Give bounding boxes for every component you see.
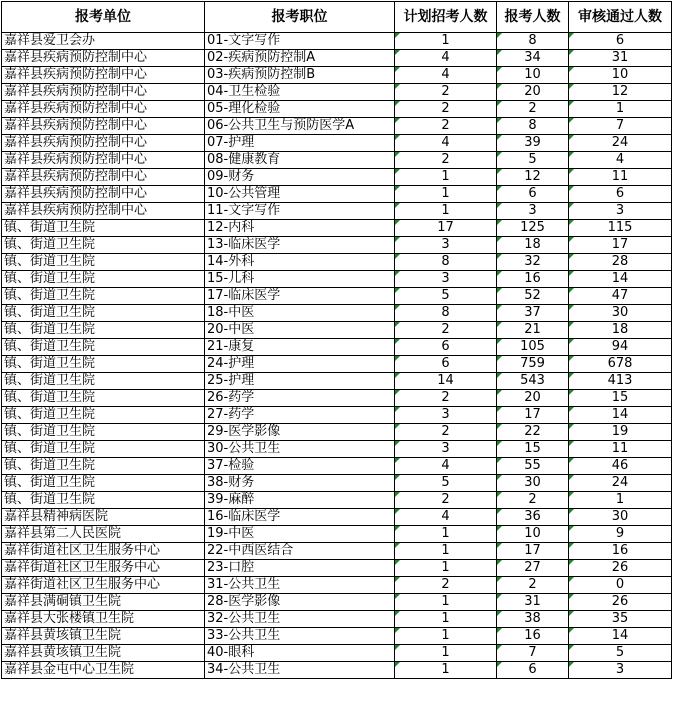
cell-approved: 18 xyxy=(569,322,672,339)
cell-approved: 3 xyxy=(569,203,672,220)
cell-applicants: 3 xyxy=(497,203,569,220)
cell-approved: 16 xyxy=(569,543,672,560)
cell-unit: 镇、街道卫生院 xyxy=(2,237,205,254)
cell-planned: 1 xyxy=(395,662,497,679)
cell-position: 22-中西医结合 xyxy=(205,543,395,560)
cell-position: 30-公共卫生 xyxy=(205,441,395,458)
cell-unit: 镇、街道卫生院 xyxy=(2,458,205,475)
cell-applicants: 10 xyxy=(497,526,569,543)
cell-applicants: 36 xyxy=(497,509,569,526)
cell-unit: 镇、街道卫生院 xyxy=(2,390,205,407)
cell-position: 24-护理 xyxy=(205,356,395,373)
cell-approved: 24 xyxy=(569,475,672,492)
cell-approved: 12 xyxy=(569,84,672,101)
cell-planned: 3 xyxy=(395,441,497,458)
cell-applicants: 8 xyxy=(497,118,569,135)
cell-applicants: 7 xyxy=(497,645,569,662)
table-row xyxy=(2,288,672,305)
cell-approved: 15 xyxy=(569,390,672,407)
cell-unit: 嘉祥县疾病预防控制中心 xyxy=(2,135,205,152)
table-row xyxy=(2,492,672,509)
cell-position: 28-医学影像 xyxy=(205,594,395,611)
cell-planned: 4 xyxy=(395,67,497,84)
header-applicants: 报考人数 xyxy=(497,2,569,33)
table-row xyxy=(2,33,672,50)
cell-planned: 1 xyxy=(395,33,497,50)
cell-position: 01-文字写作 xyxy=(205,33,395,50)
cell-applicants: 15 xyxy=(497,441,569,458)
cell-unit: 镇、街道卫生院 xyxy=(2,424,205,441)
table-row xyxy=(2,67,672,84)
cell-unit: 嘉祥县疾病预防控制中心 xyxy=(2,118,205,135)
cell-unit: 嘉祥县大张楼镇卫生院 xyxy=(2,611,205,628)
cell-position: 27-药学 xyxy=(205,407,395,424)
cell-planned: 2 xyxy=(395,390,497,407)
cell-applicants: 38 xyxy=(497,611,569,628)
cell-position: 31-公共卫生 xyxy=(205,577,395,594)
cell-position: 26-药学 xyxy=(205,390,395,407)
cell-unit: 嘉祥县疾病预防控制中心 xyxy=(2,67,205,84)
table-row xyxy=(2,628,672,645)
cell-planned: 1 xyxy=(395,611,497,628)
table-row xyxy=(2,50,672,67)
table-row xyxy=(2,611,672,628)
cell-approved: 7 xyxy=(569,118,672,135)
cell-applicants: 5 xyxy=(497,152,569,169)
table-row xyxy=(2,101,672,118)
recruitment-table xyxy=(1,1,672,679)
cell-planned: 3 xyxy=(395,271,497,288)
cell-planned: 6 xyxy=(395,356,497,373)
cell-unit: 嘉祥县黄垓镇卫生院 xyxy=(2,645,205,662)
cell-applicants: 2 xyxy=(497,492,569,509)
table-row xyxy=(2,475,672,492)
cell-applicants: 32 xyxy=(497,254,569,271)
cell-unit: 镇、街道卫生院 xyxy=(2,322,205,339)
cell-applicants: 12 xyxy=(497,169,569,186)
cell-approved: 28 xyxy=(569,254,672,271)
cell-planned: 1 xyxy=(395,645,497,662)
cell-approved: 30 xyxy=(569,509,672,526)
cell-approved: 19 xyxy=(569,424,672,441)
cell-applicants: 2 xyxy=(497,101,569,118)
cell-position: 21-康复 xyxy=(205,339,395,356)
cell-approved: 94 xyxy=(569,339,672,356)
cell-position: 08-健康教育 xyxy=(205,152,395,169)
cell-planned: 1 xyxy=(395,203,497,220)
cell-planned: 2 xyxy=(395,101,497,118)
table-row xyxy=(2,594,672,611)
cell-planned: 2 xyxy=(395,152,497,169)
cell-approved: 413 xyxy=(569,373,672,390)
cell-position: 10-公共管理 xyxy=(205,186,395,203)
cell-unit: 镇、街道卫生院 xyxy=(2,288,205,305)
cell-approved: 1 xyxy=(569,492,672,509)
cell-planned: 4 xyxy=(395,458,497,475)
table-row xyxy=(2,509,672,526)
cell-applicants: 17 xyxy=(497,407,569,424)
cell-applicants: 20 xyxy=(497,84,569,101)
header-position: 报考职位 xyxy=(205,2,395,33)
table-row xyxy=(2,271,672,288)
cell-planned: 1 xyxy=(395,169,497,186)
cell-unit: 镇、街道卫生院 xyxy=(2,475,205,492)
cell-applicants: 125 xyxy=(497,220,569,237)
cell-position: 14-外科 xyxy=(205,254,395,271)
cell-planned: 6 xyxy=(395,339,497,356)
cell-applicants: 543 xyxy=(497,373,569,390)
table-row xyxy=(2,84,672,101)
cell-approved: 10 xyxy=(569,67,672,84)
cell-unit: 嘉祥县疾病预防控制中心 xyxy=(2,203,205,220)
cell-approved: 115 xyxy=(569,220,672,237)
cell-approved: 14 xyxy=(569,271,672,288)
cell-approved: 17 xyxy=(569,237,672,254)
cell-planned: 8 xyxy=(395,305,497,322)
cell-position: 18-中医 xyxy=(205,305,395,322)
cell-unit: 镇、街道卫生院 xyxy=(2,407,205,424)
cell-position: 02-疾病预防控制A xyxy=(205,50,395,67)
cell-planned: 1 xyxy=(395,526,497,543)
cell-unit: 镇、街道卫生院 xyxy=(2,492,205,509)
cell-unit: 嘉祥县黄垓镇卫生院 xyxy=(2,628,205,645)
cell-applicants: 18 xyxy=(497,237,569,254)
cell-position: 25-护理 xyxy=(205,373,395,390)
cell-applicants: 31 xyxy=(497,594,569,611)
table-row xyxy=(2,203,672,220)
cell-unit: 镇、街道卫生院 xyxy=(2,254,205,271)
cell-position: 37-检验 xyxy=(205,458,395,475)
cell-applicants: 6 xyxy=(497,186,569,203)
table-row xyxy=(2,169,672,186)
cell-approved: 30 xyxy=(569,305,672,322)
cell-planned: 1 xyxy=(395,628,497,645)
table-row xyxy=(2,220,672,237)
cell-unit: 镇、街道卫生院 xyxy=(2,305,205,322)
cell-position: 40-眼科 xyxy=(205,645,395,662)
cell-planned: 8 xyxy=(395,254,497,271)
cell-position: 29-医学影像 xyxy=(205,424,395,441)
cell-position: 03-疾病预防控制B xyxy=(205,67,395,84)
table-row xyxy=(2,237,672,254)
table-row xyxy=(2,390,672,407)
table-row xyxy=(2,373,672,390)
cell-unit: 镇、街道卫生院 xyxy=(2,356,205,373)
cell-applicants: 52 xyxy=(497,288,569,305)
cell-position: 06-公共卫生与预防医学A xyxy=(205,118,395,135)
cell-planned: 2 xyxy=(395,424,497,441)
header-unit: 报考单位 xyxy=(2,2,205,33)
cell-applicants: 21 xyxy=(497,322,569,339)
cell-position: 07-护理 xyxy=(205,135,395,152)
cell-planned: 17 xyxy=(395,220,497,237)
cell-applicants: 30 xyxy=(497,475,569,492)
cell-position: 20-中医 xyxy=(205,322,395,339)
cell-approved: 46 xyxy=(569,458,672,475)
cell-planned: 3 xyxy=(395,407,497,424)
table-row xyxy=(2,339,672,356)
cell-position: 19-中医 xyxy=(205,526,395,543)
table-row xyxy=(2,186,672,203)
cell-applicants: 6 xyxy=(497,662,569,679)
cell-applicants: 8 xyxy=(497,33,569,50)
cell-approved: 47 xyxy=(569,288,672,305)
cell-applicants: 2 xyxy=(497,577,569,594)
cell-unit: 嘉祥县第二人民医院 xyxy=(2,526,205,543)
cell-planned: 1 xyxy=(395,560,497,577)
table-row xyxy=(2,543,672,560)
cell-approved: 6 xyxy=(569,186,672,203)
table-row xyxy=(2,458,672,475)
cell-planned: 5 xyxy=(395,475,497,492)
cell-unit: 嘉祥县疾病预防控制中心 xyxy=(2,152,205,169)
table-row xyxy=(2,118,672,135)
cell-planned: 1 xyxy=(395,594,497,611)
cell-planned: 3 xyxy=(395,237,497,254)
cell-approved: 24 xyxy=(569,135,672,152)
header-row xyxy=(2,2,672,33)
cell-approved: 26 xyxy=(569,560,672,577)
cell-position: 04-卫生检验 xyxy=(205,84,395,101)
table-row xyxy=(2,662,672,679)
cell-approved: 4 xyxy=(569,152,672,169)
cell-unit: 嘉祥县疾病预防控制中心 xyxy=(2,101,205,118)
cell-applicants: 27 xyxy=(497,560,569,577)
cell-position: 12-内科 xyxy=(205,220,395,237)
cell-unit: 镇、街道卫生院 xyxy=(2,339,205,356)
cell-unit: 嘉祥县金屯中心卫生院 xyxy=(2,662,205,679)
cell-applicants: 759 xyxy=(497,356,569,373)
cell-unit: 嘉祥街道社区卫生服务中心 xyxy=(2,543,205,560)
cell-unit: 镇、街道卫生院 xyxy=(2,220,205,237)
header-approved: 审核通过人数 xyxy=(569,2,672,33)
cell-applicants: 20 xyxy=(497,390,569,407)
cell-planned: 4 xyxy=(395,509,497,526)
cell-unit: 嘉祥县疾病预防控制中心 xyxy=(2,186,205,203)
cell-applicants: 39 xyxy=(497,135,569,152)
cell-approved: 11 xyxy=(569,169,672,186)
cell-planned: 2 xyxy=(395,84,497,101)
cell-planned: 5 xyxy=(395,288,497,305)
cell-applicants: 10 xyxy=(497,67,569,84)
cell-approved: 35 xyxy=(569,611,672,628)
cell-approved: 0 xyxy=(569,577,672,594)
cell-approved: 26 xyxy=(569,594,672,611)
cell-approved: 6 xyxy=(569,33,672,50)
cell-position: 11-文字写作 xyxy=(205,203,395,220)
cell-approved: 1 xyxy=(569,101,672,118)
cell-applicants: 34 xyxy=(497,50,569,67)
cell-planned: 1 xyxy=(395,543,497,560)
cell-applicants: 16 xyxy=(497,628,569,645)
cell-position: 17-临床医学 xyxy=(205,288,395,305)
cell-unit: 镇、街道卫生院 xyxy=(2,271,205,288)
cell-unit: 嘉祥县爱卫会办 xyxy=(2,33,205,50)
cell-unit: 嘉祥县精神病医院 xyxy=(2,509,205,526)
table-row xyxy=(2,322,672,339)
cell-approved: 5 xyxy=(569,645,672,662)
cell-approved: 3 xyxy=(569,662,672,679)
cell-position: 39-麻醉 xyxy=(205,492,395,509)
cell-planned: 4 xyxy=(395,135,497,152)
cell-unit: 嘉祥街道社区卫生服务中心 xyxy=(2,560,205,577)
cell-unit: 嘉祥县疾病预防控制中心 xyxy=(2,169,205,186)
cell-unit: 镇、街道卫生院 xyxy=(2,373,205,390)
cell-position: 34-公共卫生 xyxy=(205,662,395,679)
cell-applicants: 22 xyxy=(497,424,569,441)
table-row xyxy=(2,560,672,577)
cell-unit: 嘉祥街道社区卫生服务中心 xyxy=(2,577,205,594)
cell-planned: 2 xyxy=(395,322,497,339)
table-row xyxy=(2,135,672,152)
cell-position: 33-公共卫生 xyxy=(205,628,395,645)
cell-position: 38-财务 xyxy=(205,475,395,492)
table-row xyxy=(2,577,672,594)
table-body xyxy=(2,33,672,679)
table-row xyxy=(2,424,672,441)
cell-approved: 31 xyxy=(569,50,672,67)
cell-position: 05-理化检验 xyxy=(205,101,395,118)
cell-position: 16-临床医学 xyxy=(205,509,395,526)
cell-position: 09-财务 xyxy=(205,169,395,186)
table-row xyxy=(2,645,672,662)
table-row xyxy=(2,356,672,373)
cell-approved: 11 xyxy=(569,441,672,458)
cell-approved: 14 xyxy=(569,407,672,424)
cell-planned: 2 xyxy=(395,577,497,594)
table-row xyxy=(2,305,672,322)
table-row xyxy=(2,441,672,458)
cell-position: 23-口腔 xyxy=(205,560,395,577)
cell-position: 13-临床医学 xyxy=(205,237,395,254)
table-row xyxy=(2,407,672,424)
cell-planned: 2 xyxy=(395,492,497,509)
cell-planned: 4 xyxy=(395,50,497,67)
cell-applicants: 16 xyxy=(497,271,569,288)
cell-approved: 678 xyxy=(569,356,672,373)
cell-unit: 嘉祥县疾病预防控制中心 xyxy=(2,84,205,101)
cell-applicants: 55 xyxy=(497,458,569,475)
cell-unit: 镇、街道卫生院 xyxy=(2,441,205,458)
cell-applicants: 105 xyxy=(497,339,569,356)
cell-position: 32-公共卫生 xyxy=(205,611,395,628)
cell-planned: 1 xyxy=(395,186,497,203)
cell-approved: 14 xyxy=(569,628,672,645)
header-planned: 计划招考人数 xyxy=(395,2,497,33)
table-row xyxy=(2,152,672,169)
table-row xyxy=(2,526,672,543)
cell-applicants: 37 xyxy=(497,305,569,322)
cell-planned: 14 xyxy=(395,373,497,390)
cell-position: 15-儿科 xyxy=(205,271,395,288)
cell-unit: 嘉祥县疾病预防控制中心 xyxy=(2,50,205,67)
cell-planned: 2 xyxy=(395,118,497,135)
cell-applicants: 17 xyxy=(497,543,569,560)
table-row xyxy=(2,254,672,271)
cell-unit: 嘉祥县满硐镇卫生院 xyxy=(2,594,205,611)
cell-approved: 9 xyxy=(569,526,672,543)
